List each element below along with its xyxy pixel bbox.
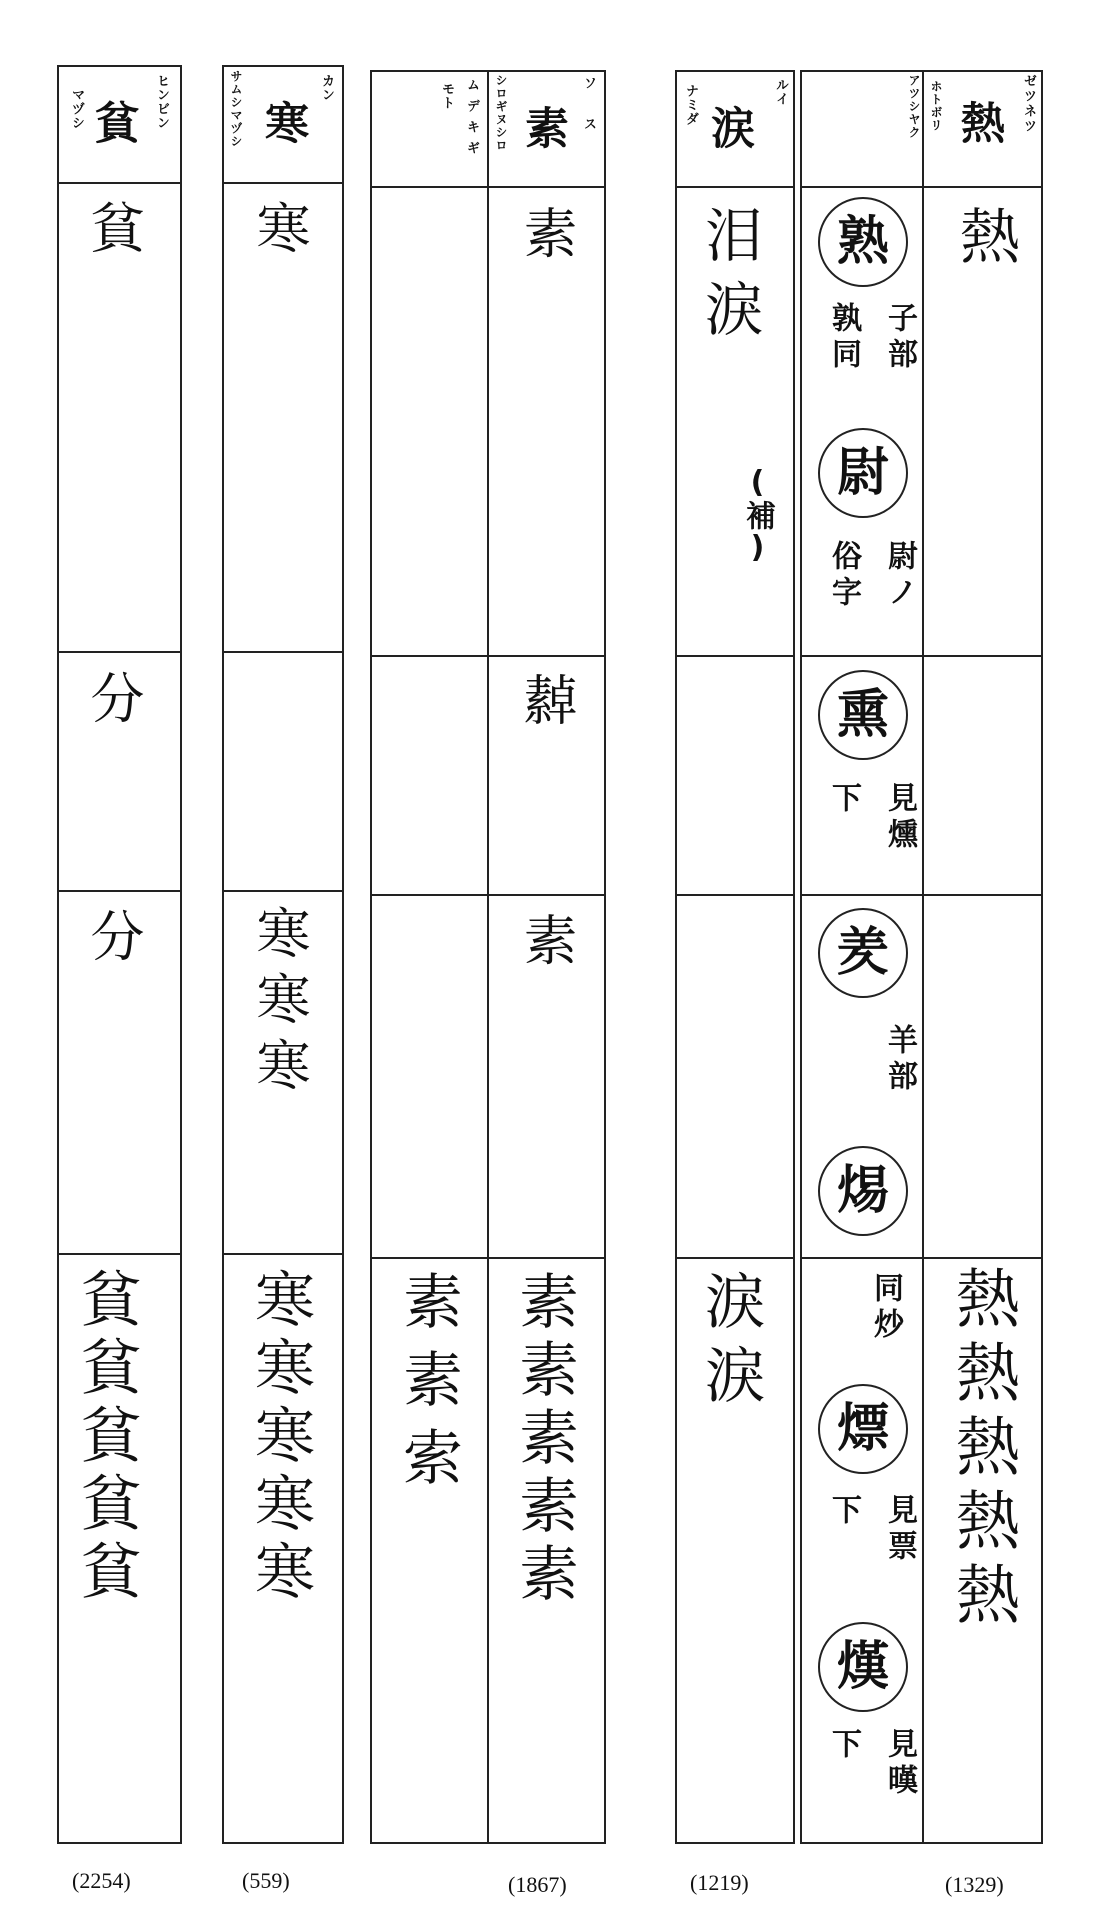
variant-circle-glyph: 熟: [818, 197, 908, 287]
row-divider: [370, 1257, 606, 1259]
variant-circle-glyph: 焬: [818, 1146, 908, 1236]
variant-note-right: 子部: [882, 302, 917, 374]
headword-reading-right: カン: [319, 74, 334, 102]
seal-glyph-row-4: 熱熱熱熱熱: [945, 1265, 1019, 1635]
footer-label: (559): [242, 1868, 290, 1893]
row-divider: [370, 894, 606, 896]
seal-glyph-row-1: 熱: [950, 205, 1020, 279]
variant-note-left: 下: [826, 1728, 861, 1764]
row-divider: [222, 651, 344, 653]
footer-label: (1219): [690, 1870, 749, 1895]
row-divider: [675, 655, 795, 657]
seal-glyph-row-3: 分: [82, 908, 145, 976]
variant-note-left: 下: [826, 1494, 861, 1530]
seal-glyph-row-2: 繛: [515, 672, 578, 740]
header-divider: [800, 186, 1043, 188]
headword-reading-left: ナミダ: [683, 84, 698, 126]
header-divider: [370, 186, 606, 188]
row-divider: [675, 1257, 795, 1259]
headword-reading-right: ルイ: [773, 78, 788, 106]
headword-reading-right: ヒンビン: [154, 74, 169, 130]
supplement-label: (補): [740, 465, 775, 565]
seal-glyph-row-2: 分: [82, 670, 145, 738]
headword: 熱: [953, 100, 1004, 144]
row-divider: [57, 1253, 182, 1255]
headword-reading-right: ゼツネツ: [1021, 74, 1036, 134]
headword-reading-middle: アツシヤク: [907, 74, 921, 139]
seal-glyph-row-3: 寒寒寒: [248, 905, 311, 1103]
headword-reading-left: サムシマヅシ: [229, 70, 243, 148]
variant-note-right: 羊部: [882, 1024, 917, 1096]
seal-glyph-row-1: 素: [515, 205, 578, 273]
column-split: [922, 70, 924, 1844]
row-divider: [57, 651, 182, 653]
row-divider: [370, 655, 606, 657]
seal-glyph-row-3: 素: [515, 912, 578, 980]
row-divider: [675, 894, 795, 896]
row-divider: [222, 1253, 344, 1255]
variant-circle-glyph: 熏: [818, 670, 908, 760]
variant-note-left: 俗字: [826, 540, 861, 612]
supplement-text: 補: [740, 500, 775, 530]
row-divider: [800, 1257, 1043, 1259]
row-divider: [57, 890, 182, 892]
headword-reading-extra: モト: [439, 82, 454, 110]
headword: 素: [517, 105, 568, 149]
variant-circle-glyph: 羑: [818, 908, 908, 998]
seal-glyph-row-1: 泪淚: [695, 205, 763, 353]
seal-glyph-row-1: 寒: [248, 200, 311, 268]
variant-note-left: 孰同: [826, 302, 861, 374]
seal-glyph-row-4: 素素素素素: [509, 1270, 579, 1610]
headword: 寒: [257, 100, 308, 144]
variant-circle-glyph: 熛: [818, 1384, 908, 1474]
row-divider: [800, 655, 1043, 657]
header-divider: [57, 182, 182, 184]
secondary-seal-glyphs: 素素索: [393, 1270, 463, 1504]
variant-note-right: 見票: [882, 1494, 917, 1566]
variant-note-right: 同炒: [868, 1272, 903, 1344]
headword-reading-left: マヅシ: [69, 88, 84, 130]
headword-reading-left: シロギヌシロ: [494, 74, 508, 152]
headword: 貧: [87, 100, 138, 144]
variant-note-right: 尉ノ: [882, 540, 917, 612]
variant-note-right: 見暵: [882, 1728, 917, 1800]
row-divider: [222, 890, 344, 892]
seal-glyph-row-4: 寒寒寒寒寒: [245, 1268, 315, 1608]
headword: 涙: [703, 105, 754, 149]
footer-label: (2254): [72, 1868, 131, 1893]
footer-label: (1329): [945, 1872, 1004, 1897]
variant-circle-glyph: 熯: [818, 1622, 908, 1712]
seal-glyph-row-1: 貧: [82, 200, 145, 268]
headword-reading-right: ソス: [581, 76, 596, 158]
variant-note-left: 下: [826, 782, 861, 818]
seal-glyph-row-4: 淚淚: [695, 1270, 765, 1418]
column-split: [487, 70, 489, 1844]
header-divider: [675, 186, 795, 188]
headword-reading-extra: ムデキギ: [464, 78, 479, 162]
row-divider: [800, 894, 1043, 896]
footer-label: (1867): [508, 1872, 567, 1897]
seal-glyph-row-4: 貧貧貧貧貧: [71, 1268, 141, 1608]
variant-circle-glyph: 尉: [818, 428, 908, 518]
headword-reading-left: ホトボリ: [929, 80, 943, 132]
variant-note-right: 見燻: [882, 782, 917, 854]
header-divider: [222, 182, 344, 184]
